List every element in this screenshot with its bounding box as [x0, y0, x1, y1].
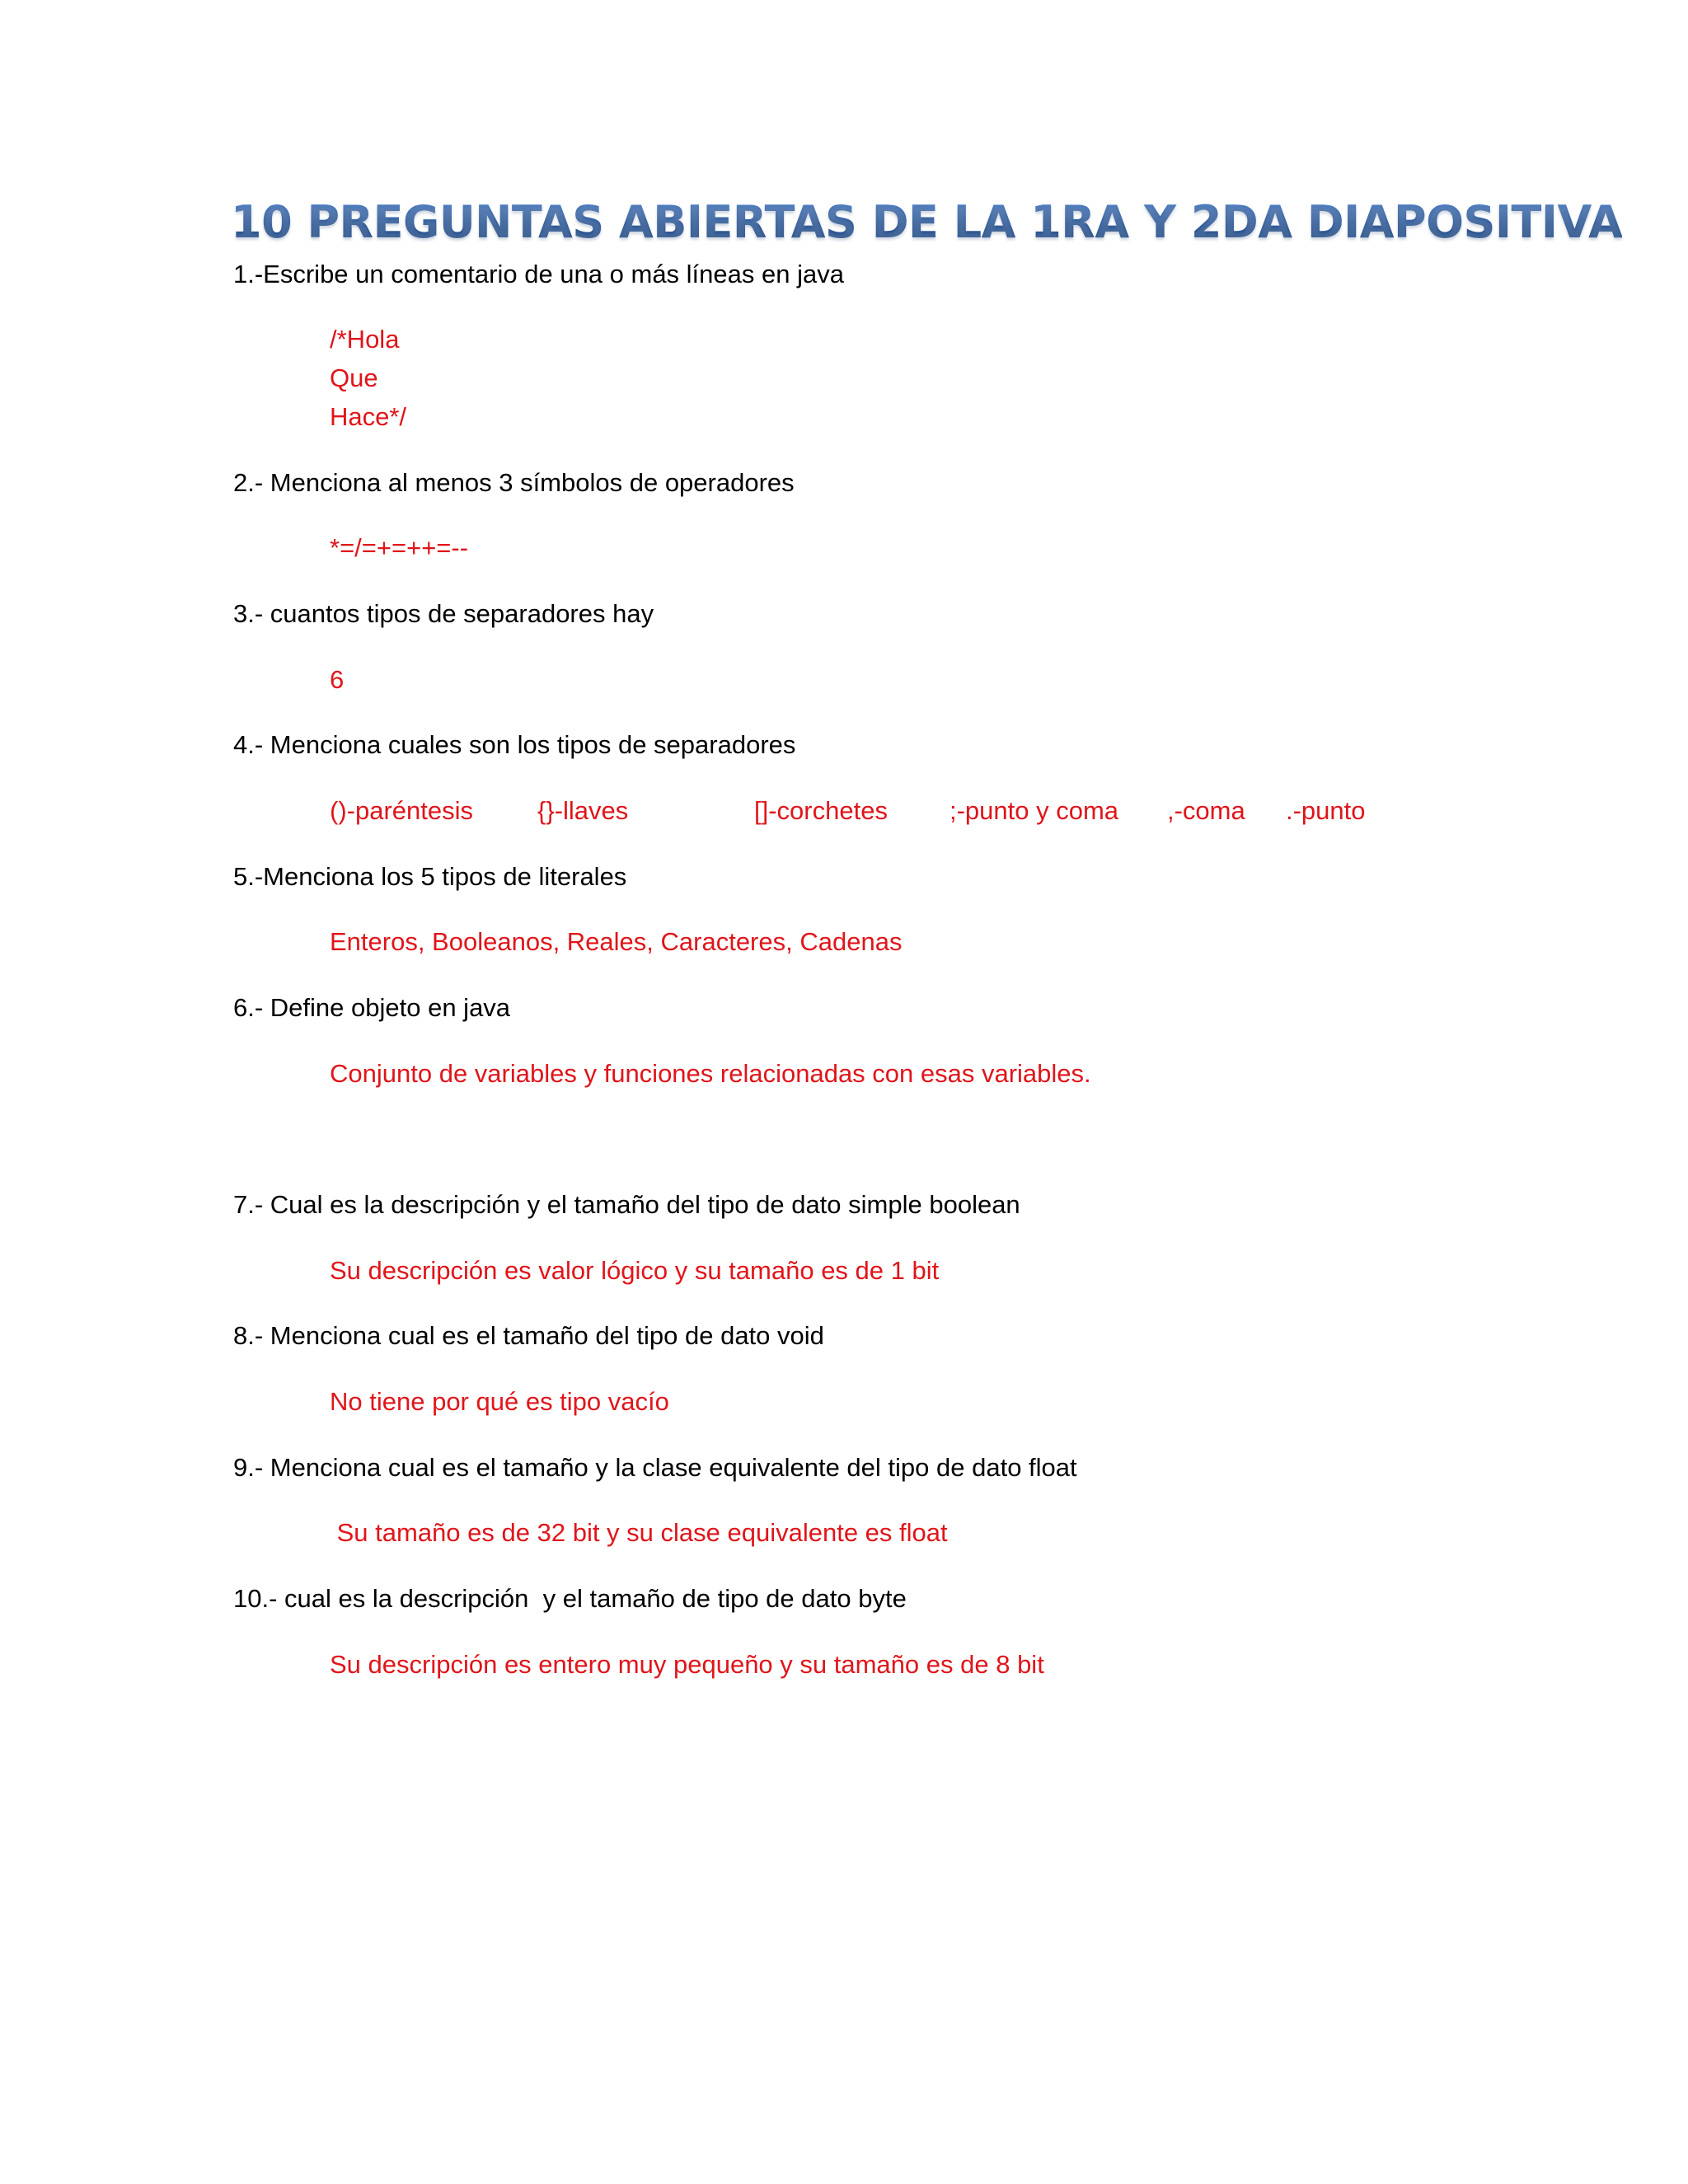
question-10: 10.- cual es la descripción y el tamaño de tipo de dato byte — [233, 1584, 907, 1613]
question-4: 4.- Menciona cuales son los tipos de separadores — [233, 730, 796, 759]
question-3: 3.- cuantos tipos de separadores hay — [233, 599, 654, 628]
answer-1-line-2: Que — [330, 363, 378, 392]
question-6: 6.- Define objeto en java — [233, 993, 511, 1022]
separator-period: .-punto — [1286, 796, 1366, 825]
separator-braces: {}-llaves — [537, 796, 629, 825]
question-1: 1.-Escribe un comentario de una o más líneas en java — [233, 260, 844, 288]
separator-comma: ,-coma — [1167, 796, 1245, 825]
question-8: 8.- Menciona cual es el tamaño del tipo de dato void — [233, 1321, 824, 1350]
question-2: 2.- Menciona al menos 3 símbolos de operadores — [233, 468, 795, 497]
separator-parentheses: ()-paréntesis — [330, 796, 473, 825]
answer-5: Enteros, Booleanos, Reales, Caracteres, Cadenas — [330, 927, 903, 956]
document-title: 10 PREGUNTAS ABIERTAS DE LA 1RA Y 2DA DIAPOSITIVA — [231, 196, 1623, 248]
answer-7: Su descripción es valor lógico y su tamaño es de 1 bit — [330, 1256, 940, 1285]
answer-10: Su descripción es entero muy pequeño y su tamaño es de 8 bit — [330, 1650, 1044, 1679]
question-7: 7.- Cual es la descripción y el tamaño del tipo de dato simple boolean — [233, 1190, 1020, 1219]
question-5: 5.-Menciona los 5 tipos de literales — [233, 862, 627, 891]
answer-3: 6 — [330, 665, 345, 694]
question-9: 9.- Menciona cual es el tamaño y la clase equivalente del tipo de dato float — [233, 1453, 1077, 1482]
answer-1-line-1: /*Hola — [330, 325, 400, 354]
answer-2: *=/=+=++=-- — [330, 533, 469, 562]
separator-brackets: []-corchetes — [754, 796, 888, 825]
answer-1-line-3: Hace*/ — [330, 402, 407, 431]
answer-8: No tiene por qué es tipo vacío — [330, 1387, 669, 1416]
answer-6: Conjunto de variables y funciones relacionadas con esas variables. — [330, 1059, 1091, 1088]
answer-9: Su tamaño es de 32 bit y su clase equivalente es float — [330, 1518, 948, 1547]
separator-semicolon: ;-punto y coma — [950, 796, 1119, 825]
